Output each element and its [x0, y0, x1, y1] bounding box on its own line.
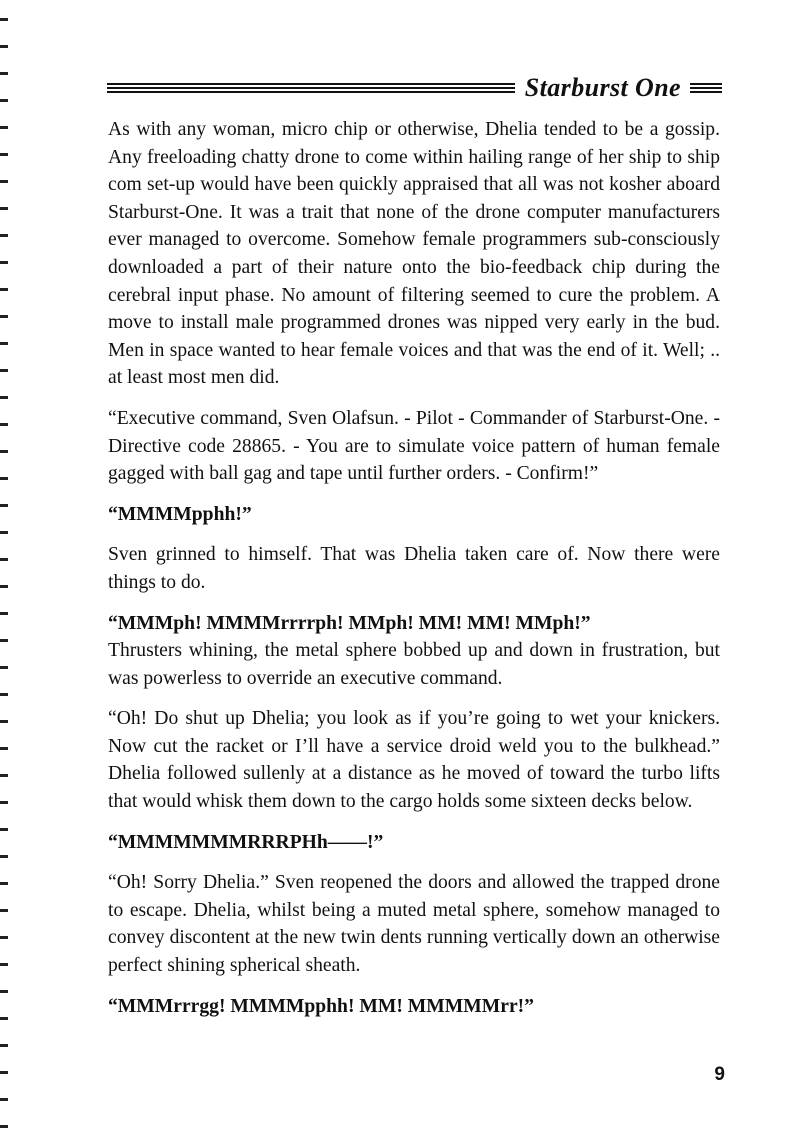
- body-text: [108, 116, 720, 1033]
- paragraph: Thrusters whining, the metal sphere bobbed up and down in frustration, but was powerless to override an executive command.: [108, 640, 720, 689]
- running-title: Starburst One: [524, 73, 681, 102]
- paragraph: “Oh! Sorry Dhelia.” Sven reopened the doors and allowed the trapped drone to escape. Dhelia, whilst being a muted metal sphere, somehow managed to convey discontent at the new twin dents running vertically down an otherwise perfect shining spherical sheath.: [108, 872, 720, 977]
- dialogue-line: “MMMMMMMRRRPHh——!”: [108, 831, 384, 853]
- dialogue-line: “MMMrrrgg! MMMMpphh! MM! MMMMMrr!”: [108, 995, 534, 1017]
- page-edge: [0, 0, 8, 1128]
- running-header: [107, 70, 722, 106]
- paragraph: “Executive command, Sven Olafsun. - Pilot - Commander of Starburst-One. - Directive code 28865. - You are to simulate voice pattern of human female gagged with ball gag and tape until further orders. - Confirm!”: [108, 407, 720, 485]
- paragraph: Sven grinned to himself. That was Dhelia taken care of. Now there were things to do.: [108, 544, 720, 593]
- dialogue-line: “MMMMpphh!”: [108, 503, 252, 525]
- header-rule-left: [107, 83, 515, 94]
- header-rule-right: [690, 83, 722, 94]
- page-number: 9: [714, 1064, 725, 1085]
- paragraph: “Oh! Do shut up Dhelia; you look as if you’re going to wet your knickers. Now cut the racket or I’ll have a service droid weld you to the bulkhead.” Dhelia followed sullenly at a distance as he moved of toward the turbo lifts that would whisk them down to the cargo holds some sixteen decks below.: [108, 708, 720, 813]
- dialogue-line: “MMMph! MMMMrrrrph! MMph! MM! MM! MMph!”: [108, 612, 591, 634]
- paragraph: As with any woman, micro chip or otherwise, Dhelia tended to be a gossip. Any freeloading chatty drone to come within hailing range of her ship to ship com set-up would have been quickly appraised that all was not kosher aboard Starburst-One. It was a trait that none of the drone computer manufacturers ever managed to overcome. Somehow female programmers sub-consciously downloaded a part of their nature onto the bio-feedback chip during the cerebral input phase. No amount of filtering seemed to cure the problem. A move to install male programmed drones was nipped very early in the bud. Men in space wanted to hear female voices and that was the end of it. Well; .. at least most men did.: [108, 119, 720, 389]
